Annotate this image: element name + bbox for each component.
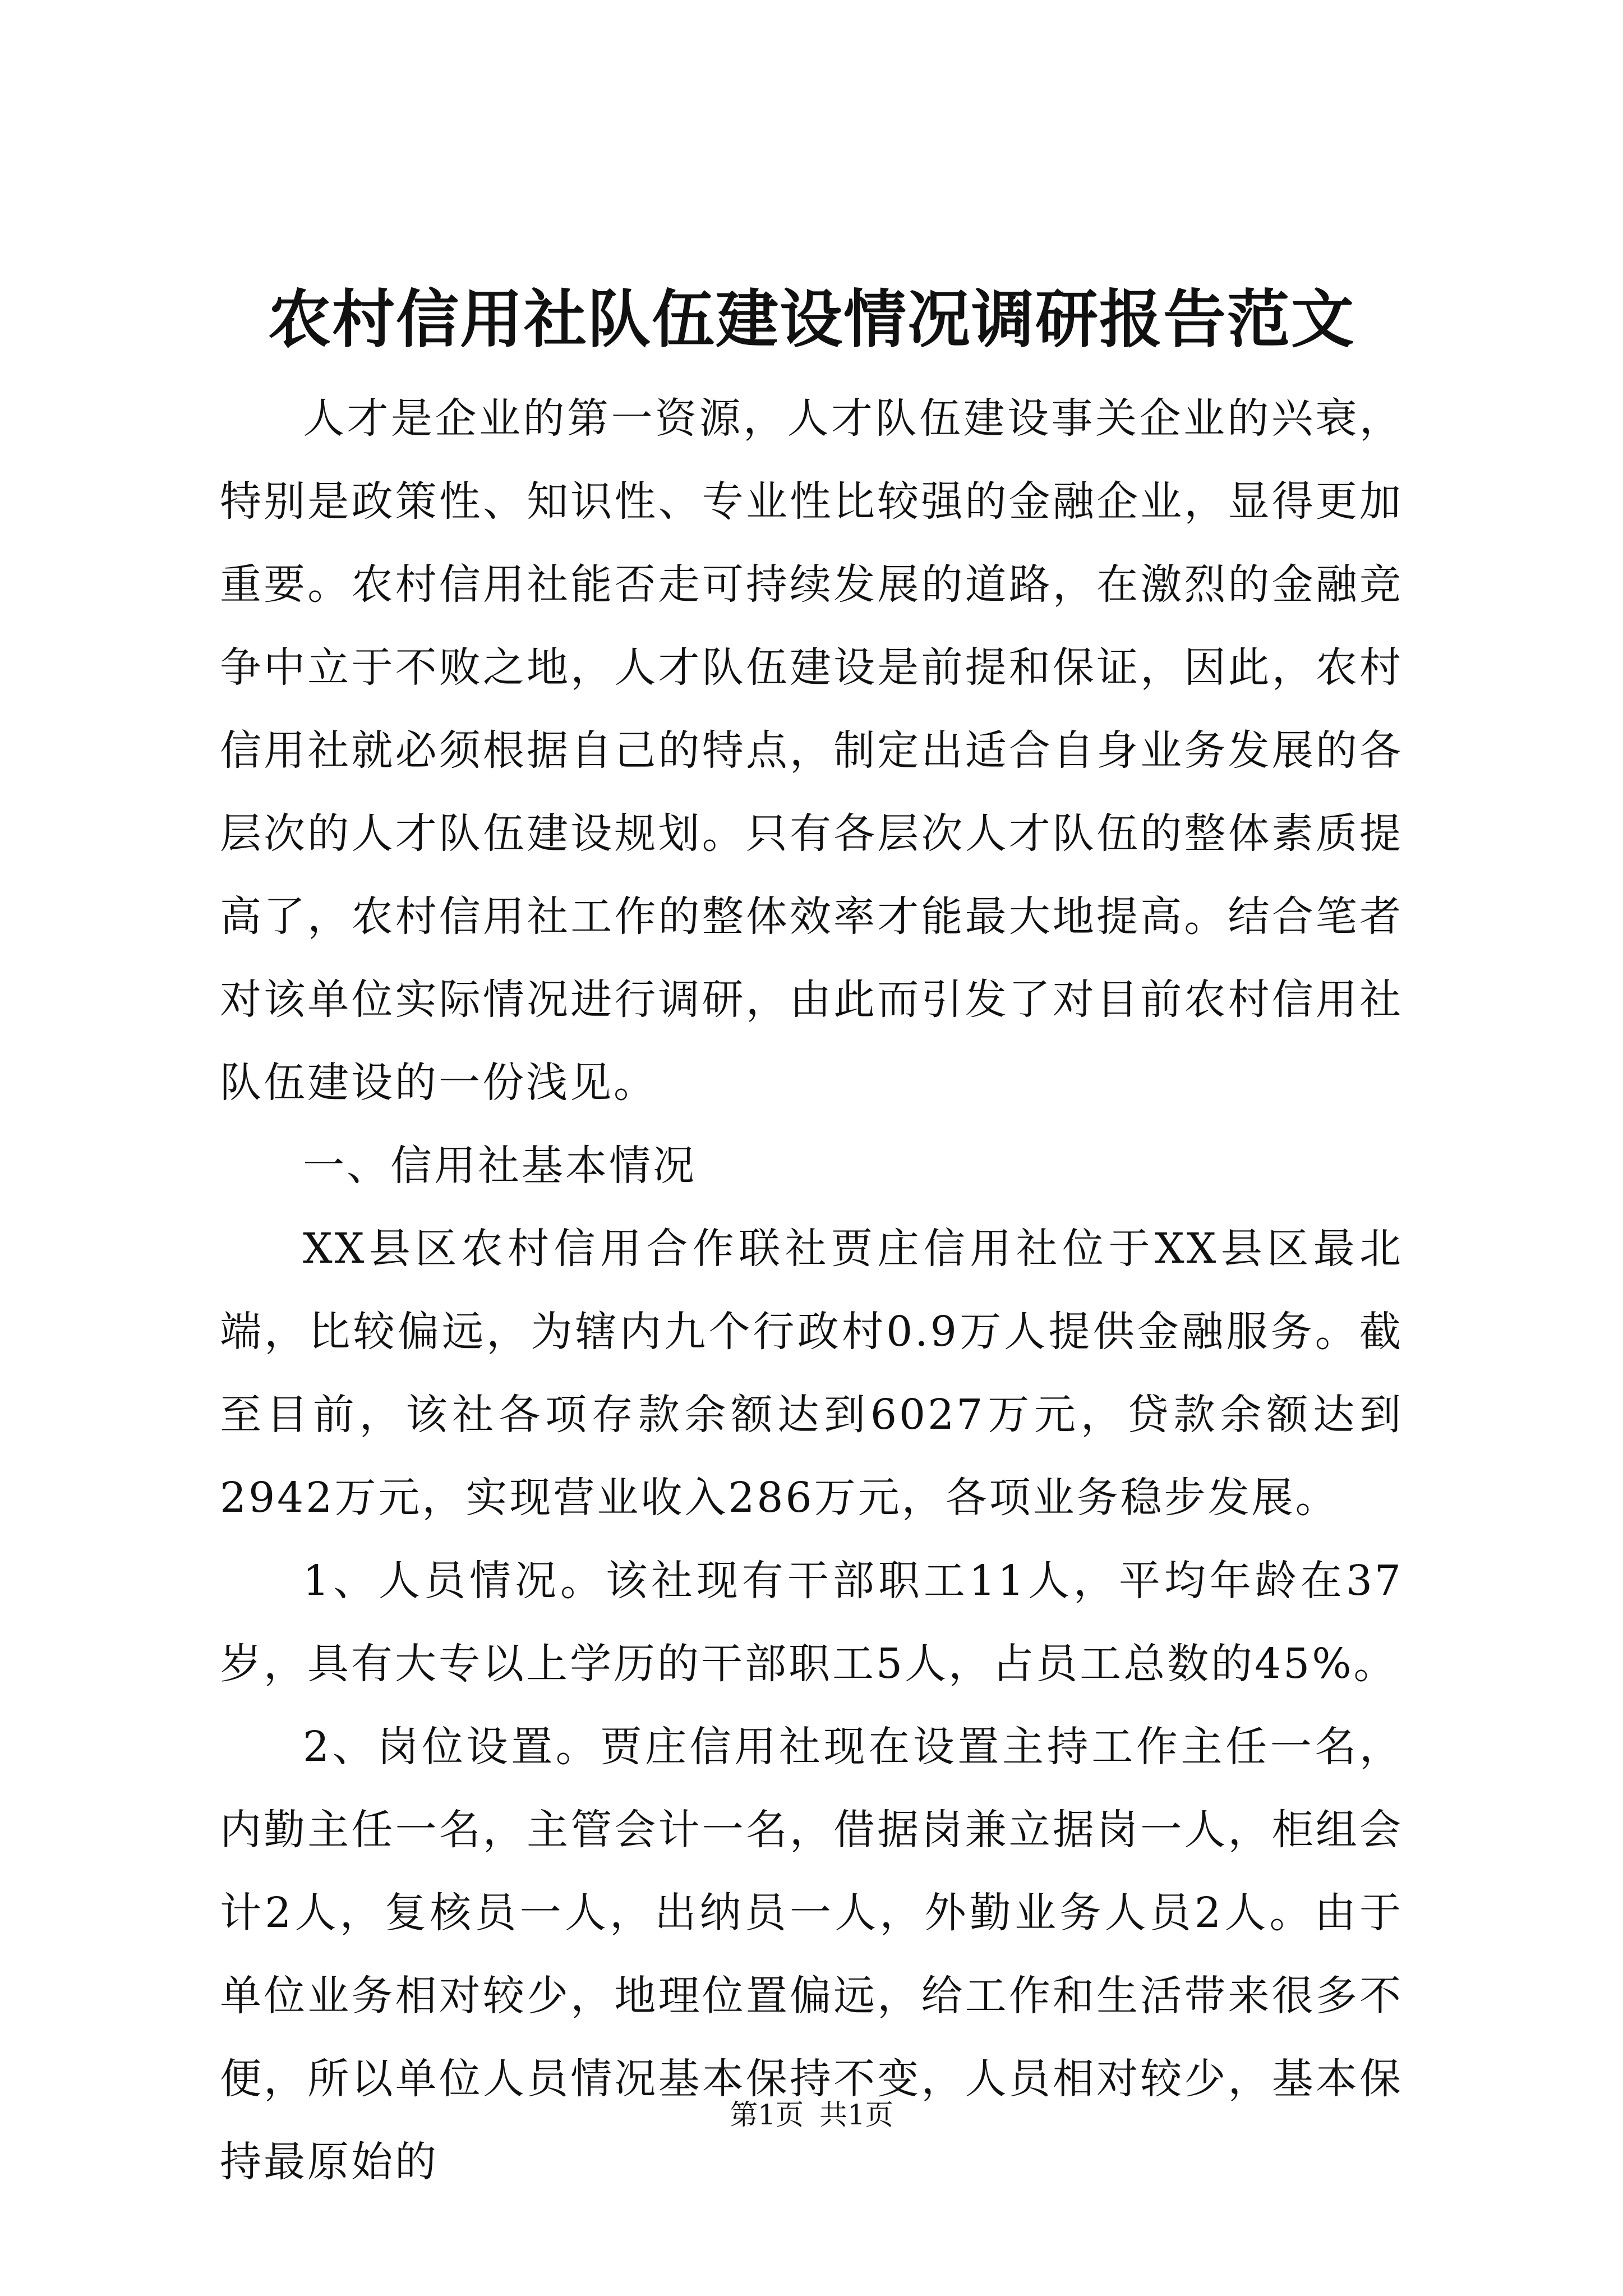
document-title: 农村信用社队伍建设情况调研报告范文 [268, 283, 1355, 356]
paragraph-positions: 2、岗位设置。贾庄信用社现在设置主持工作主任一名，内勤主任一名，主管会计一名，借据岗兼立据岗一人，柜组会计2人，复核员一人，出纳员一人，外勤业务人员2人。由于单位业务相对较少，地理位置偏远，给工作和生活带来很多不便，所以单位人员情况基本保持不变，人员相对较少，基本保持最原始的 [220, 1723, 1403, 2186]
document-body [220, 377, 1403, 2203]
page-total: 共1页 [819, 2099, 893, 2131]
page-footer [0, 2095, 1623, 2134]
section-heading-basic-info: 一、信用社基本情况 [303, 1142, 697, 1190]
paragraph-intro: 人才是企业的第一资源，人才队伍建设事关企业的兴衰，特别是政策性、知识性、专业性比较强的金融企业，显得更加重要。农村信用社能否走可持续发展的道路，在激烈的金融竞争中立于不败之地，人才队伍建设是前提和保证，因此，农村信用社就必须根据自己的特点，制定出适合自身业务发展的各层次的人才队伍建设规划。只有各层次人才队伍的整体素质提高了，农村信用社工作的整体效率才能最大地提高。结合笔者对该单位实际情况进行调研，由此而引发了对目前农村信用社队伍建设的一份浅见。 [220, 394, 1403, 1107]
paragraph-staff: 1、人员情况。该社现有干部职工11人，平均年龄在37岁，具有大专以上学历的干部职工5人，占员工总数的45%。 [220, 1557, 1403, 1688]
paragraph-overview: XX县区农村信用合作联社贾庄信用社位于XX县区最北端，比较偏远，为辖内九个行政村0.9万人提供金融服务。截至目前，该社各项存款余额达到6027万元，贷款余额达到2942万元，实现营业收入286万元，各项业务稳步发展。 [220, 1225, 1403, 1522]
page-number: 第1页 [730, 2099, 804, 2131]
